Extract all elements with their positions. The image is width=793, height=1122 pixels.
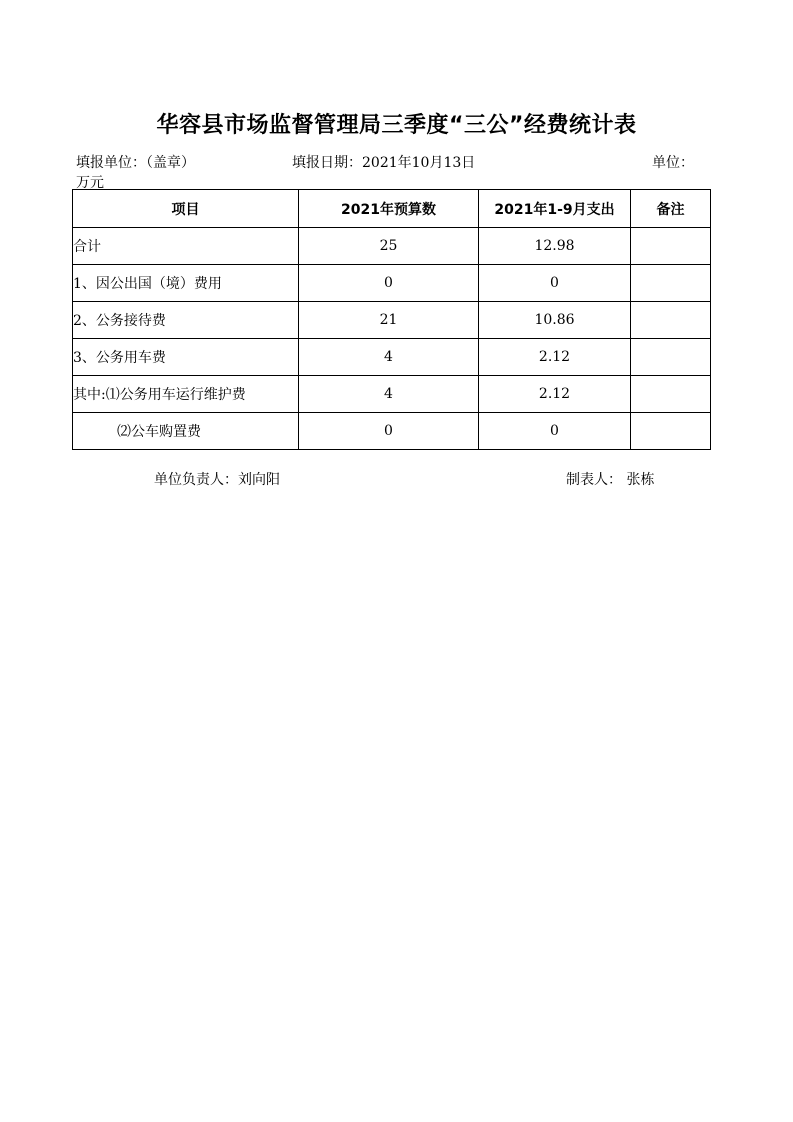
fill-date: 填报日期：2021年10月13日: [292, 155, 476, 171]
row-item: 其中:⑴公务用车运行维护费: [73, 376, 299, 413]
table-row: [73, 265, 711, 302]
table-row: [73, 376, 711, 413]
row-item: 2、公务接待费: [73, 302, 299, 339]
row-item: 合计: [73, 228, 299, 265]
responsible-person: 单位负责人：刘向阳: [154, 472, 280, 488]
table-header-row: [73, 190, 711, 228]
row-spent: 0: [479, 265, 631, 302]
row-budget: 0: [299, 265, 479, 302]
table-row: [73, 339, 711, 376]
row-note: [631, 228, 711, 265]
table-row: [73, 302, 711, 339]
row-spent: 2.12: [479, 376, 631, 413]
row-spent: 10.86: [479, 302, 631, 339]
row-item: ⑵公车购置费: [73, 413, 299, 450]
unit-value: 万元: [76, 175, 104, 191]
table-row: [73, 228, 711, 265]
row-spent: 12.98: [479, 228, 631, 265]
header-item: 项目: [73, 190, 299, 228]
row-budget: 4: [299, 376, 479, 413]
table-row: [73, 413, 711, 450]
preparer: 制表人： 张栋: [566, 472, 655, 488]
row-budget: 4: [299, 339, 479, 376]
row-budget: 21: [299, 302, 479, 339]
row-spent: 0: [479, 413, 631, 450]
page-title: 华容县市场监督管理局三季度“三公”经费统计表: [156, 113, 637, 138]
fill-unit: 填报单位：（盖章）: [76, 155, 195, 171]
row-budget: 0: [299, 413, 479, 450]
row-item: 1、因公出国（境）费用: [73, 265, 299, 302]
row-note: [631, 339, 711, 376]
expense-table: [72, 189, 711, 450]
row-note: [631, 413, 711, 450]
row-spent: 2.12: [479, 339, 631, 376]
row-budget: 25: [299, 228, 479, 265]
header-spent: 2021年1-9月支出: [479, 190, 631, 228]
row-item: 3、公务用车费: [73, 339, 299, 376]
row-note: [631, 265, 711, 302]
header-note: 备注: [631, 190, 711, 228]
row-note: [631, 376, 711, 413]
row-note: [631, 302, 711, 339]
header-budget: 2021年预算数: [299, 190, 479, 228]
unit-label: 单位：: [652, 155, 694, 171]
